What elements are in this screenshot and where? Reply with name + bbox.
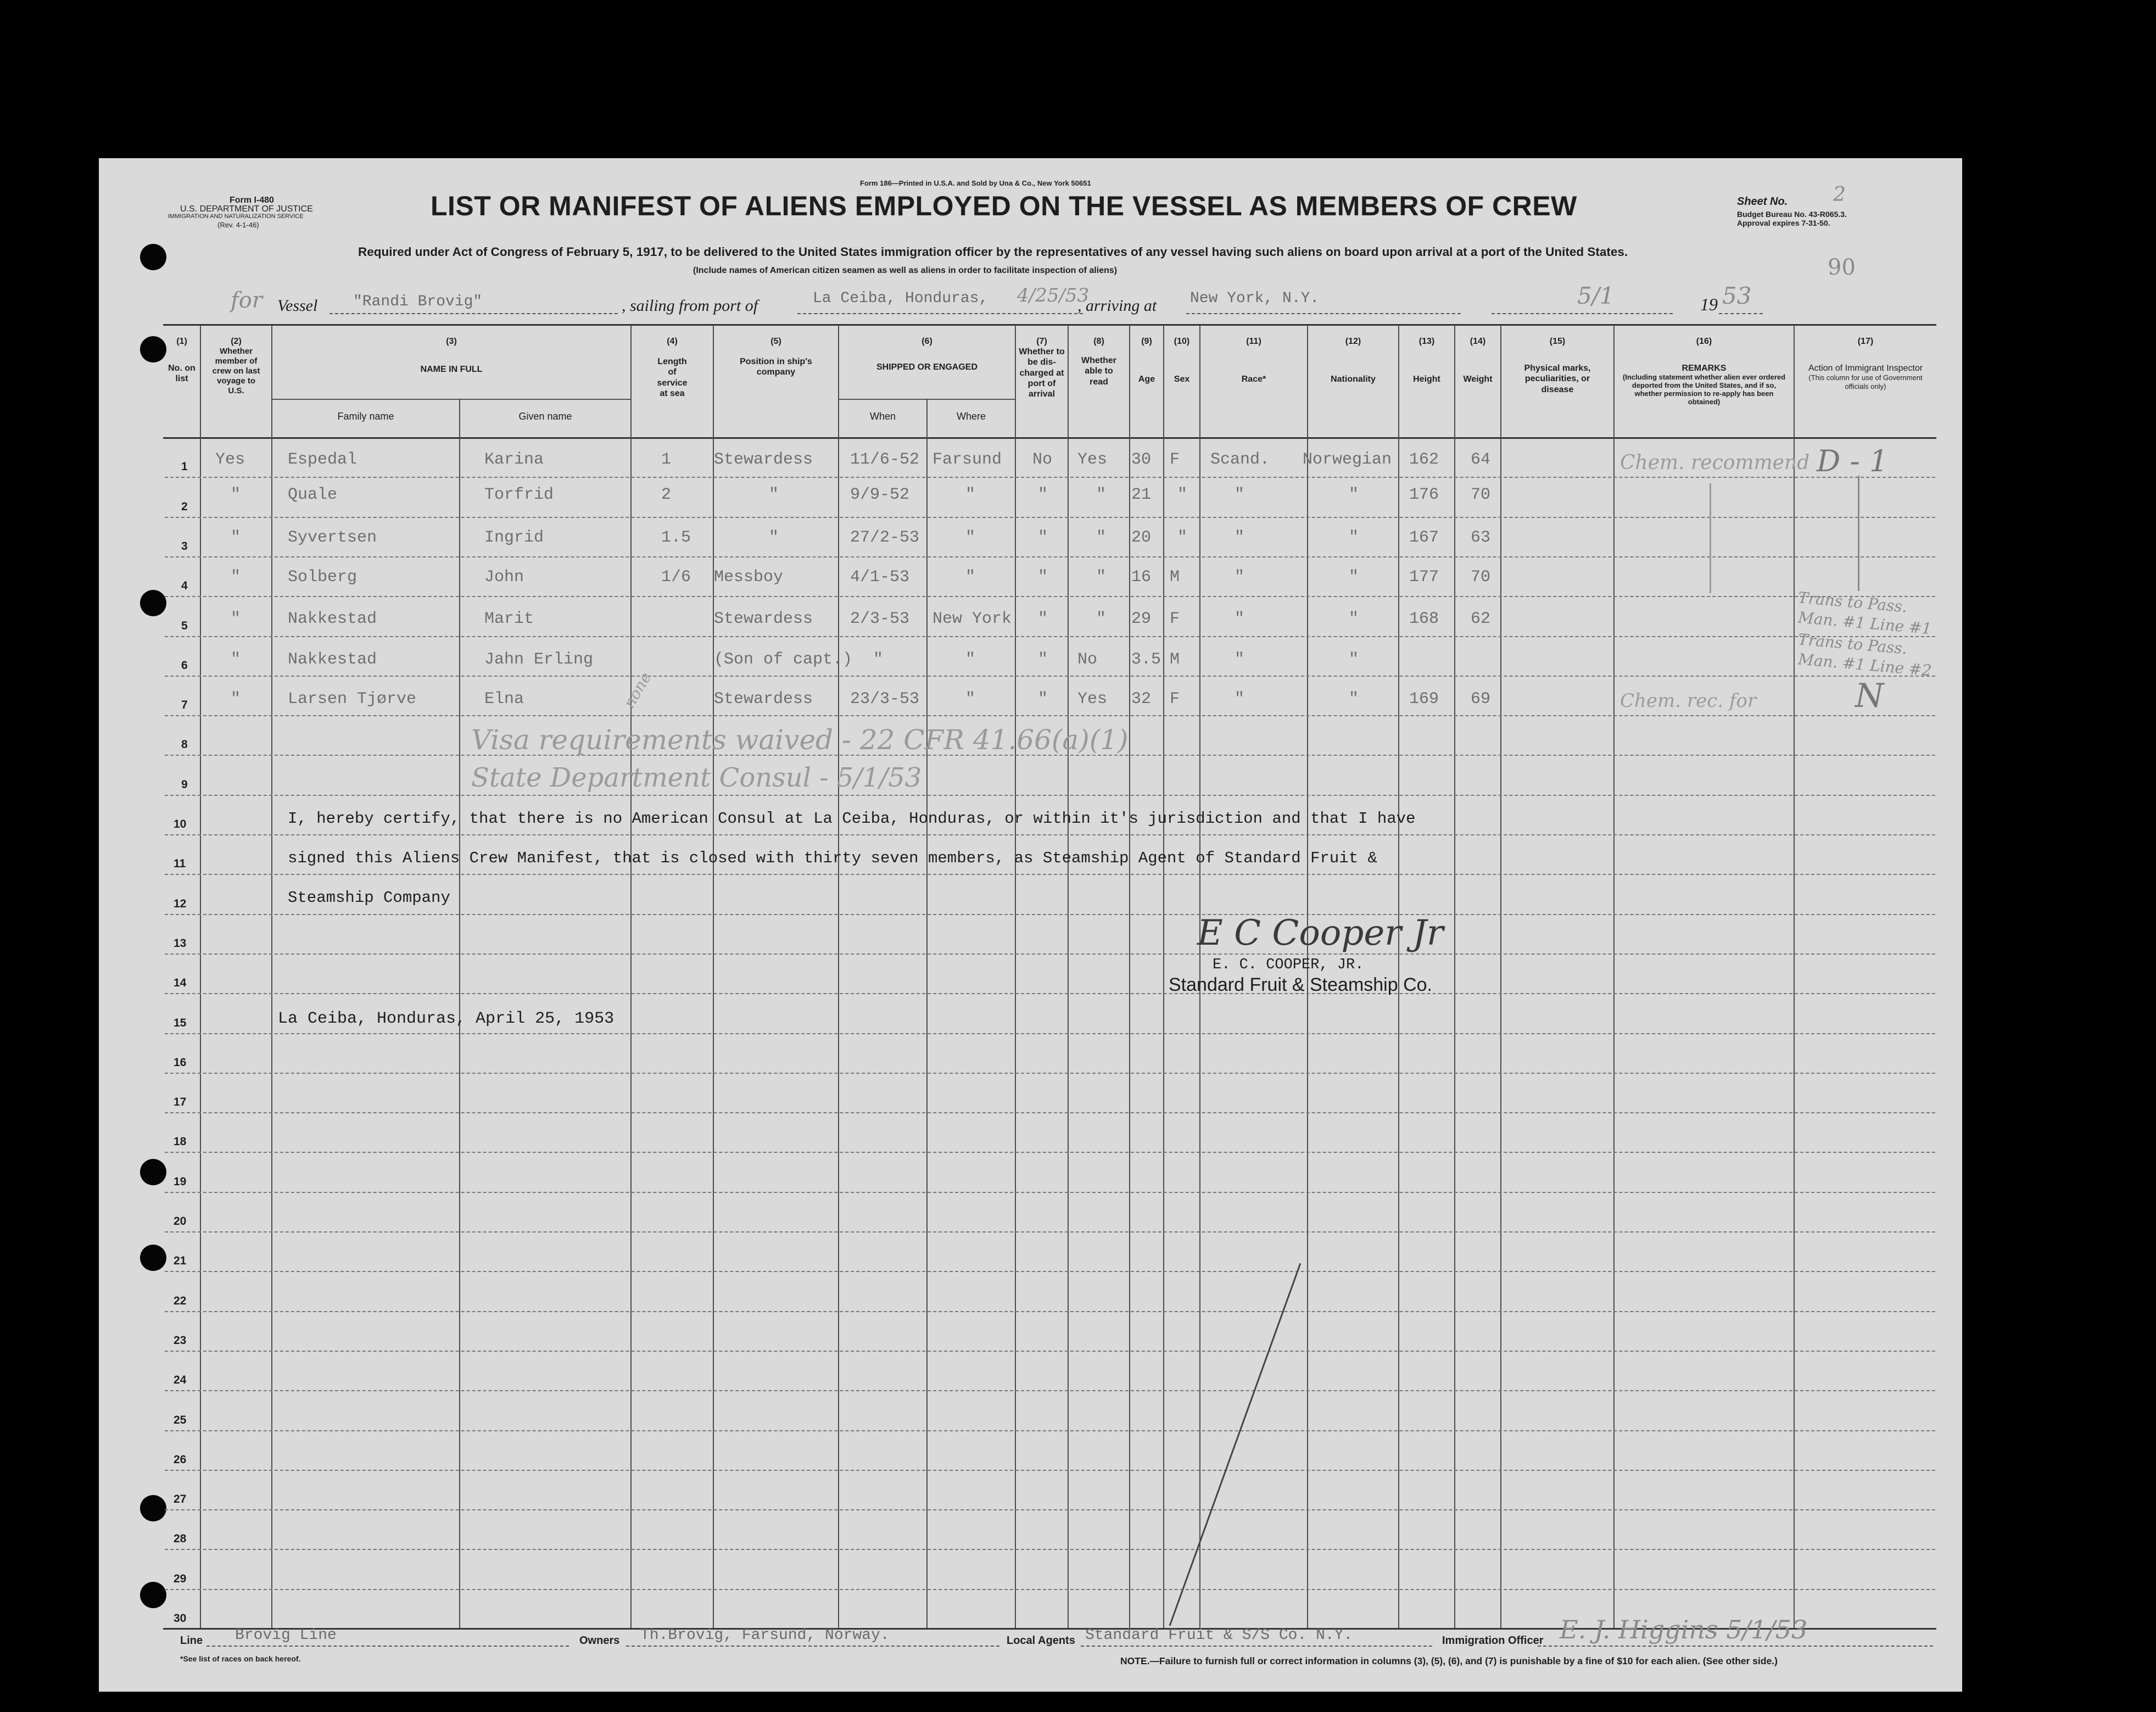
- shipped-when-cell: 9/9-52: [850, 486, 910, 504]
- row-line: [165, 1509, 1935, 1510]
- col-header-14: (14) Weight: [1463, 337, 1493, 384]
- immigration-officer-label: Immigration Officer: [1442, 1635, 1544, 1647]
- row-line: [165, 1033, 1935, 1034]
- able-to-read-cell: ": [1096, 568, 1107, 587]
- discharged-cell: No: [1032, 450, 1053, 469]
- approval: Approval expires 7-31-50.: [1737, 219, 1830, 227]
- row-line: [165, 1390, 1935, 1391]
- row-line: [165, 1271, 1935, 1272]
- height-cell: 162: [1409, 450, 1439, 469]
- sex-cell: F: [1170, 450, 1180, 469]
- height-cell: 169: [1409, 690, 1439, 709]
- row-line: [165, 953, 1935, 955]
- certification-line-3: Steamship Company: [288, 889, 450, 907]
- able-to-read-cell: ": [1096, 486, 1107, 504]
- table-top-border: [163, 324, 1936, 326]
- family-name-header: Family name: [337, 411, 394, 422]
- row-number: 29: [174, 1572, 187, 1585]
- certification-line-2: signed this Aliens Crew Manifest, that is closed with thirty seven members, as Steamship Agent of Standard Fruit &: [288, 849, 1377, 867]
- col-header-17: (17) Action of Immigrant Inspector (This column for use of Government officials only): [1808, 337, 1923, 391]
- nationality-cell: Norwegian: [1303, 450, 1392, 469]
- strike-line: [1153, 1263, 1318, 1626]
- discharged-cell: ": [1038, 690, 1048, 709]
- transfer-note-3: Trans to Pass.: [1797, 630, 1908, 658]
- weight-cell: 63: [1471, 528, 1491, 547]
- service-name: IMMIGRATION AND NATURALIZATION SERVICE: [168, 213, 304, 220]
- row-line: [165, 1589, 1935, 1590]
- shipped-when-cell: 27/2-53: [850, 528, 920, 547]
- row-number: 30: [174, 1612, 187, 1625]
- row-number: 18: [174, 1135, 187, 1148]
- inspector-action-d1: D - 1: [1817, 444, 1889, 478]
- sailing-label: , sailing from port of: [622, 297, 758, 315]
- arriving-label: , arriving at: [1077, 297, 1157, 315]
- arriving-port: New York, N.Y.: [1190, 290, 1320, 307]
- shipped-where-cell: ": [965, 568, 976, 587]
- corner-number: 90: [1828, 255, 1856, 280]
- local-agents-label: Local Agents: [1007, 1635, 1075, 1647]
- sex-cell: F: [1170, 690, 1180, 709]
- shipped-where-cell: ": [965, 528, 976, 547]
- last-voyage-cell: ": [231, 650, 241, 669]
- race-cell: ": [1235, 610, 1245, 628]
- line-label: Line: [180, 1635, 203, 1647]
- row-number: 19: [174, 1175, 187, 1188]
- given-name-cell: John: [484, 568, 524, 587]
- punch-hole: [140, 1159, 166, 1185]
- weight-cell: 64: [1471, 450, 1491, 469]
- family-name-cell: Larsen Tjørve: [288, 690, 417, 709]
- transfer-note-1: Trans to Pass.: [1797, 588, 1908, 616]
- inspector-bracket: [1858, 476, 1859, 591]
- inspector-action-n: N: [1855, 677, 1884, 715]
- weight-cell: 70: [1471, 568, 1491, 587]
- row-line: [165, 636, 1935, 637]
- row-line: [165, 874, 1935, 875]
- row-number: 20: [174, 1215, 187, 1228]
- when-header: When: [869, 411, 896, 422]
- row-line: [165, 1231, 1935, 1233]
- service-length-cell: 1: [661, 450, 672, 469]
- row-line: [165, 1470, 1935, 1471]
- col-header-15: (15) Physical marks, peculiarities, or disease: [1524, 337, 1591, 394]
- height-cell: 177: [1409, 568, 1439, 587]
- row-number: 8: [181, 738, 188, 751]
- row-number: 15: [174, 1016, 187, 1029]
- col-header-1: (1) No. on list: [168, 337, 196, 384]
- position-cell: Messboy: [714, 568, 784, 587]
- able-to-read-cell: ": [1096, 610, 1107, 628]
- col-header-10: (10) Sex: [1174, 337, 1190, 384]
- revision: (Rev. 4-1-46): [217, 221, 259, 229]
- shipped-where-cell: ": [965, 650, 976, 669]
- row-number: 25: [174, 1413, 187, 1426]
- nationality-cell: ": [1349, 486, 1359, 504]
- row-number: 27: [174, 1493, 187, 1506]
- age-cell: 20: [1131, 528, 1152, 547]
- row-line: [165, 1192, 1935, 1193]
- age-cell: 30: [1131, 450, 1152, 469]
- family-name-cell: Nakkestad: [288, 650, 377, 669]
- row-line: [165, 1311, 1935, 1312]
- page-title: LIST OR MANIFEST OF ALIENS EMPLOYED ON THE VESSEL AS MEMBERS OF CREW: [431, 191, 1577, 221]
- race-cell: ": [1235, 486, 1245, 504]
- family-name-cell: Espedal: [288, 450, 358, 469]
- sex-cell: ": [1177, 486, 1188, 504]
- row-number: 1: [181, 460, 188, 473]
- form-number: Form I-480: [230, 196, 274, 205]
- position-cell: ": [769, 486, 779, 504]
- weight-cell: 70: [1471, 486, 1491, 504]
- local-agents-value: Standard Fruit & S/S Co. N.Y.: [1085, 1627, 1353, 1644]
- row-line: [165, 676, 1935, 677]
- row-line: [165, 1430, 1935, 1431]
- sex-cell: ": [1177, 528, 1188, 547]
- shipped-where-cell: Farsund: [932, 450, 1002, 469]
- weight-cell: 62: [1471, 610, 1491, 628]
- height-cell: 167: [1409, 528, 1439, 547]
- sex-cell: M: [1170, 568, 1180, 587]
- line-value: Brovig Line: [235, 1627, 337, 1644]
- row-number: 11: [174, 857, 186, 871]
- year-prefix: 19: [1700, 294, 1718, 314]
- weight-cell: 69: [1471, 690, 1491, 709]
- row-number: 22: [174, 1294, 187, 1307]
- footer-note: NOTE.—Failure to furnish full or correct information in columns (3), (5), (6), and (7) is punishable by a fine of $10 for each alien. (See other side.): [1120, 1655, 1778, 1666]
- punch-hole: [140, 590, 166, 616]
- age-cell: 16: [1131, 568, 1152, 587]
- row-number: 23: [174, 1334, 187, 1347]
- row-line: [165, 1073, 1935, 1074]
- sailing-port: La Ceiba, Honduras,: [813, 290, 988, 307]
- signature: E C Cooper Jr: [1197, 913, 1444, 953]
- row-number: 14: [174, 977, 187, 990]
- sex-cell: F: [1170, 610, 1180, 628]
- page-subtitle: Required under Act of Congress of February 5, 1917, to be delivered to the United States immigration officer by the representatives of any vessel having such aliens on board upon arrival at a port of the United States.: [358, 245, 1628, 259]
- race-cell: Scand.: [1210, 450, 1270, 469]
- discharged-cell: ": [1038, 568, 1048, 587]
- last-voyage-cell: ": [231, 486, 241, 504]
- nationality-cell: ": [1349, 650, 1359, 669]
- sailing-date: 4/25/53: [1017, 285, 1090, 306]
- nationality-cell: ": [1349, 568, 1359, 587]
- budget-bureau: Budget Bureau No. 43-R065.3.: [1737, 210, 1847, 219]
- given-name-cell: Karina: [484, 450, 544, 469]
- shipped-where-cell: ": [965, 690, 976, 709]
- family-name-cell: Syvertsen: [288, 528, 377, 547]
- nationality-cell: ": [1349, 528, 1359, 547]
- race-cell: ": [1235, 650, 1245, 669]
- vessel-name: "Randi Brovig": [353, 293, 483, 310]
- race-cell: ": [1235, 528, 1245, 547]
- shipped-when-cell: 4/1-53: [850, 568, 910, 587]
- row-line: [165, 1152, 1935, 1153]
- family-name-cell: Nakkestad: [288, 610, 377, 628]
- row-line: [165, 993, 1935, 994]
- owners-label: Owners: [579, 1635, 620, 1647]
- age-cell: 21: [1131, 486, 1152, 504]
- shipped-when-cell: 2/3-53: [850, 610, 910, 628]
- shipped-when-cell: 11/6-52: [850, 450, 920, 469]
- position-cell: Stewardess: [714, 450, 813, 469]
- row-line: [165, 914, 1935, 915]
- sex-cell: M: [1170, 650, 1180, 669]
- age-cell: 3.5: [1131, 650, 1161, 669]
- margin-note: for: [231, 288, 263, 313]
- row-number: 10: [174, 818, 187, 830]
- row-line: [165, 1351, 1935, 1352]
- remarks-scrawl-2: Chem. rec. for: [1620, 690, 1757, 712]
- last-voyage-cell: ": [231, 610, 241, 628]
- remarks-bracket: [1710, 483, 1711, 593]
- nationality-cell: ": [1349, 690, 1359, 709]
- shipped-when-cell: ": [873, 650, 884, 669]
- race-cell: ": [1235, 690, 1245, 709]
- transfer-note-2: Man. #1 Line #1: [1797, 608, 1932, 638]
- height-cell: 168: [1409, 610, 1439, 628]
- row-number: 9: [181, 778, 188, 791]
- races-note: *See list of races on back hereof.: [180, 1654, 301, 1663]
- col-header-7: (7) Whether to be dis-charged at port of arrival: [1019, 337, 1065, 399]
- race-cell: ": [1235, 568, 1245, 587]
- able-to-read-cell: Yes: [1077, 450, 1108, 469]
- given-name-cell: Jahn Erling: [484, 650, 594, 669]
- last-voyage-cell: ": [231, 690, 241, 709]
- certification-line-1: I, hereby certify, that there is no American Consul at La Ceiba, Honduras, or within it's jurisdiction and that I have: [288, 810, 1416, 828]
- punch-hole: [140, 1495, 166, 1521]
- row-number: 13: [174, 936, 187, 950]
- vessel-label: Vessel: [277, 297, 318, 315]
- row-number: 6: [181, 659, 188, 672]
- last-voyage-cell: ": [231, 528, 241, 547]
- row-line: [165, 556, 1935, 557]
- row-number: 24: [174, 1374, 187, 1387]
- col-header-12: (12) Nationality: [1331, 337, 1376, 384]
- row-line: [165, 1549, 1935, 1550]
- row-number: 7: [181, 699, 188, 712]
- row-number: 3: [181, 539, 188, 553]
- col-header-13: (13) Height: [1413, 337, 1440, 384]
- able-to-read-cell: No: [1077, 650, 1098, 669]
- col-header-4: (4) Length of service at sea: [657, 337, 688, 398]
- punch-hole: [140, 1245, 166, 1271]
- printer-line: Form 186—Printed in U.S.A. and Sold by Una & Co., New York 50651: [860, 179, 1091, 187]
- discharged-cell: ": [1038, 486, 1048, 504]
- position-cell: (Son of capt.): [714, 650, 853, 669]
- col-header-6: (6) SHIPPED OR ENGAGED: [876, 337, 978, 372]
- age-cell: 29: [1131, 610, 1152, 628]
- state-dept-note: State Department Consul - 5/1/53: [471, 762, 922, 793]
- col-header-3: (3) NAME IN FULL: [420, 337, 483, 375]
- position-cell: ": [769, 528, 779, 547]
- nationality-cell: ": [1349, 610, 1359, 628]
- last-voyage-cell: ": [231, 568, 241, 587]
- height-cell: 176: [1409, 486, 1439, 504]
- row-number: 28: [174, 1532, 187, 1546]
- col-header-2: (2) Whether member of crew on last voyage to U.S.: [212, 337, 260, 396]
- row-number: 26: [174, 1453, 187, 1466]
- given-name-cell: Torfrid: [484, 486, 554, 504]
- service-length-cell: 1/6: [661, 568, 691, 587]
- col-header-16: (16) REMARKS (Including statement whether alien ever ordered deported from the United States, and if so, whether permission to re-apply has been obtained): [1622, 337, 1786, 406]
- position-cell: Stewardess: [714, 610, 813, 628]
- given-name-cell: Elna: [484, 690, 524, 709]
- row-number: 17: [174, 1096, 187, 1109]
- last-voyage-cell: Yes: [215, 450, 245, 469]
- family-name-cell: Solberg: [288, 568, 358, 587]
- shipped-where-cell: New York: [932, 610, 1012, 628]
- row-number: 12: [174, 897, 187, 910]
- row-line: [165, 834, 1935, 835]
- row-number: 16: [174, 1056, 187, 1069]
- punch-hole: [140, 1582, 166, 1608]
- punch-hole: [140, 244, 166, 270]
- remarks-scrawl: Chem. recommend: [1620, 451, 1810, 474]
- place-and-date: La Ceiba, Honduras, April 25, 1953: [278, 1010, 615, 1028]
- row-line: [165, 715, 1935, 716]
- owners-value: Th.Brovig, Farsund, Norway.: [640, 1627, 890, 1644]
- age-cell: 32: [1131, 690, 1152, 709]
- punch-hole: [140, 336, 166, 363]
- row-line: [165, 517, 1935, 518]
- shipped-when-cell: 23/3-53: [850, 690, 920, 709]
- col-header-5: (5) Position in ship's company: [740, 337, 812, 377]
- position-cell: Stewardess: [714, 690, 813, 709]
- row-line: [165, 596, 1935, 597]
- given-name-cell: Marit: [484, 610, 534, 628]
- row-line: [165, 477, 1935, 478]
- service-length-cell: 1.5: [661, 528, 691, 547]
- able-to-read-cell: ": [1096, 528, 1107, 547]
- transfer-note-4: Man. #1 Line #2: [1797, 650, 1932, 680]
- discharged-cell: ": [1038, 650, 1048, 669]
- sub-note: (Include names of American citizen seamen as well as aliens in order to facilitate inspection of aliens): [693, 266, 1118, 275]
- able-to-read-cell: Yes: [1077, 690, 1108, 709]
- header-bottom-border: [163, 437, 1936, 439]
- signer-name: E. C. COOPER, JR.: [1213, 957, 1364, 973]
- year-suffix: 53: [1722, 282, 1752, 309]
- department: U.S. DEPARTMENT OF JUSTICE: [180, 204, 313, 214]
- row-number: 21: [174, 1254, 187, 1268]
- given-name-header: Given name: [518, 411, 572, 422]
- discharged-cell: ": [1038, 528, 1048, 547]
- service-scrawl: none: [620, 669, 655, 711]
- row-line: [165, 795, 1935, 796]
- col-header-9: (9) Age: [1138, 337, 1155, 384]
- arrival-date: 5/1: [1577, 282, 1615, 309]
- col-header-8: (8) Whether able to read: [1081, 337, 1116, 387]
- row-number: 4: [181, 579, 188, 593]
- immigration-officer-value: E. J. Higgins 5/1/53: [1560, 1615, 1808, 1644]
- signer-company: Standard Fruit & Steamship Co.: [1169, 974, 1433, 995]
- where-header: Where: [956, 411, 986, 422]
- service-length-cell: 2: [661, 486, 672, 504]
- visa-waiver-note: Visa requirements waived - 22 CFR 41.66(a)(1): [471, 724, 1129, 756]
- sheet-number: 2: [1833, 183, 1846, 206]
- col-header-11: (11) Race*: [1241, 337, 1266, 384]
- given-name-cell: Ingrid: [484, 528, 544, 547]
- row-line: [165, 1112, 1935, 1113]
- shipped-where-cell: ": [965, 486, 976, 504]
- family-name-cell: Quale: [288, 486, 338, 504]
- sheet-label: Sheet No.: [1737, 196, 1788, 208]
- discharged-cell: ": [1038, 610, 1048, 628]
- row-number: 5: [181, 619, 188, 632]
- row-number: 2: [181, 500, 188, 513]
